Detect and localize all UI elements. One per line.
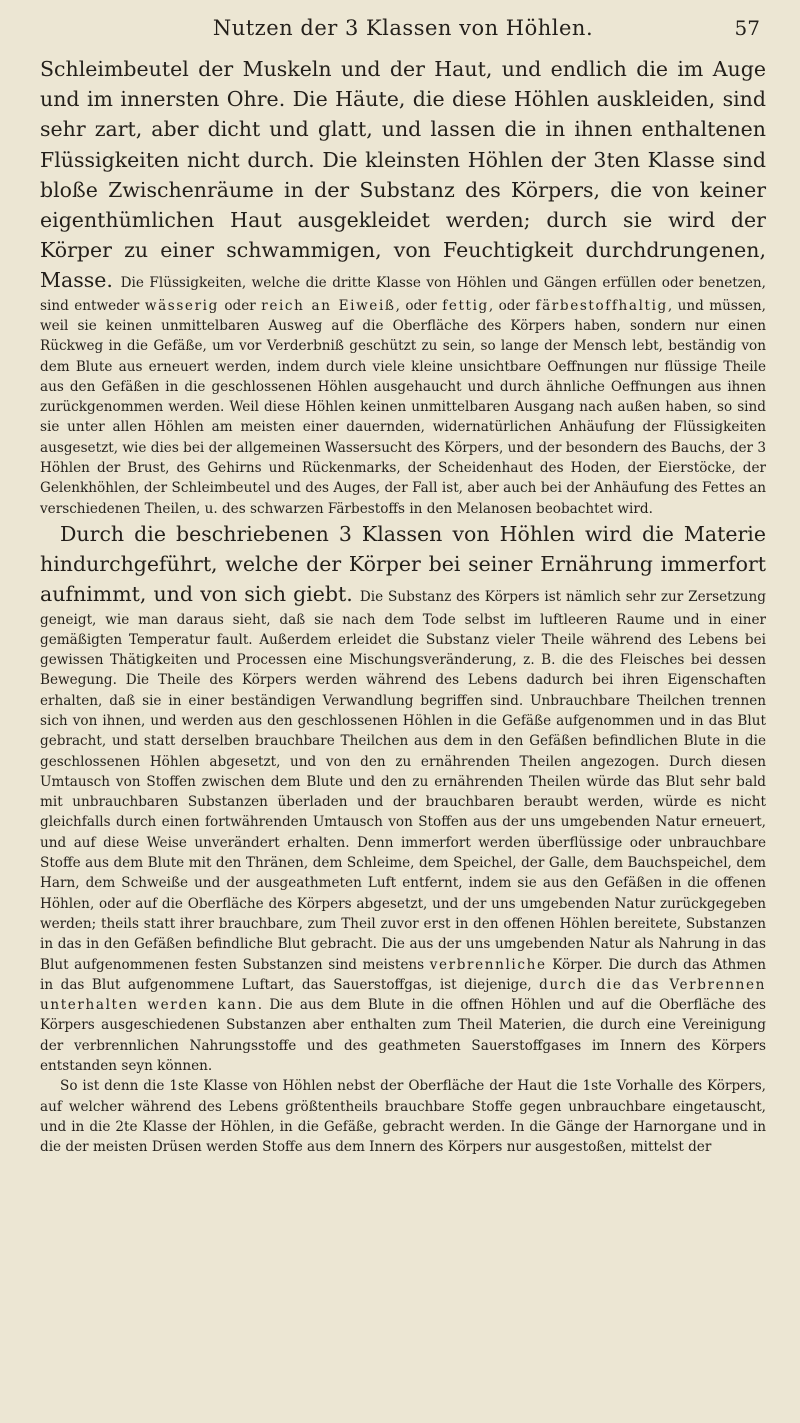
paragraph: [40, 54, 766, 519]
text-run: So ist denn die 1ste Klasse von Höhlen nebst der Oberfläche der Haut die 1ste Vorhalle des Körpers, auf welcher während des Lebens größtentheils brauchbare Stoffe gegen unbrauchbare eingetauscht, und in die 2te Klasse der Höhlen, in die Gefäße, gebracht werden. In die Gänge der Harnorgane und in die der meisten Drüsen werden Stoffe aus dem Innern des Körpers nur ausgestoßen, mittelst der: [40, 1078, 766, 1156]
text-run: , oder: [488, 297, 536, 314]
emphasis-run: reich an Eiweiß: [261, 297, 396, 314]
text-run: Schleimbeutel der Muskeln und der Haut, und endlich die im Auge und im innersten Ohre. Die Häute, die diese Höhlen auskleiden, sind sehr zart, aber dicht und glatt, und lassen die in ihnen enthaltenen Flüssigkeiten nicht durch. Die kleinsten Höhlen der 3ten Klasse sind bloße Zwischenräume in der Substanz des Körpers, die von keiner eigenthümlichen Haut ausgekleidet werden; durch sie wird der Körper zu einer schwammigen, von Feuchtigkeit durchdrungenen, Masse.: [40, 57, 766, 293]
page-number: 57: [734, 16, 760, 40]
emphasis-run: durch die das Verbrennen unterhalten werden kann: [40, 976, 766, 1014]
emphasis-run: fettig: [442, 297, 489, 314]
text-run: , oder: [395, 297, 443, 314]
emphasis-run: verbrennliche: [429, 956, 547, 973]
emphasis-run: färbestoffhaltig: [535, 297, 668, 314]
text-run: Die Flüssigkeiten, welche die dritte Klasse von Höhlen und Gängen erfüllen oder benetzen, sind entweder: [40, 275, 766, 314]
running-head: [40, 12, 766, 52]
paragraph: [40, 519, 766, 1076]
text-run: , und müssen, weil sie keinen unmittelbaren Ausweg auf die Oberfläche des Körpers haben, sondern nur einen Rückweg in die Gefäße, um vor Verderbniß geschützt zu sein, so lange der Mensch lebt, beständig von dem Blute aus erneuert werden, indem durch viele kleine unsichtbare Oeffnungen nur flüssige Theile aus den Gefäßen in die geschlossenen Höhlen ausgehaucht und durch ähnliche Oeffnungen aus ihnen zurückgenommen werden. Weil diese Höhlen keinen unmittelbaren Ausgang nach außen haben, so sind sie unter allen Höhlen am meisten einer dauernden, widernatürlichen Anhäufung der Flüssigkeiten ausgesetzt, wie dies bei der allgemeinen Wassersucht des Körpers, und der besondern des Bauchs, der 3 Höhlen der Brust, des Gehirns und Rückenmarks, der Scheidenhaut des Hoden, der Eierstöcke, der Gelenkhöhlen, der Schleimbeutel und des Auges, der Fall ist, aber auch bei der Anhäufung des Fettes an verschiedenen Theilen, u. des schwarzen Färbestoffs in den Melanosen beobachtet wird.: [40, 297, 766, 517]
emphasis-run: wässerig: [144, 297, 219, 314]
running-title: Nutzen der 3 Klassen von Höhlen.: [212, 16, 594, 40]
text-run: . Die aus dem Blute in die offnen Höhlen und auf die Oberfläche des Körpers ausgeschiedenen Substanzen aber enthalten zum Theil Materien, die durch eine Vereinigung der verbrennlichen Nahrungsstoffe und des geathmeten Sauerstoffgases im Innern des Körpers entstanden seyn können.: [40, 997, 766, 1075]
body-text: [40, 54, 766, 1158]
text-run: oder: [218, 297, 262, 314]
text-run: Die Substanz des Körpers ist nämlich sehr zur Zersetzung geneigt, wie man daraus sieht, daß sie nach dem Tode selbst im luftleeren Raume und in einer gemäßigten Temperatur fault. Außerdem erleidet die Substanz vieler Theile während des Lebens bei gewissen Thätigkeiten und Processen eine Mischungsveränderung, z. B. die des Fleisches bei dessen Bewegung. Die Theile des Körpers werden während des Lebens dadurch bei ihren Eigenschaften erhalten, daß sie in einer beständigen Verwandlung begriffen sind. Unbrauchbare Theilchen trennen sich von ihnen, und werden aus den geschlossenen Höhlen in die Gefäße aufgenommen und in das Blut gebracht, und statt derselben brauchbare Theilchen aus dem in den Gefäßen befindlichen Blute in die geschlossenen Höhlen abgesetzt, und von den zu ernährenden Theilen angezogen. Durch diesen Umtausch von Stoffen zwischen dem Blute und den zu ernährenden Theilen würde das Blut sehr bald mit unbrauchbaren Substanzen überladen und der brauchbaren beraubt werden, würde es nicht gleichfalls durch einen fortwährenden Umtausch von Stoffen aus der uns umgebenden Natur erneuert, und auf diese Weise unverändert erhalten. Denn immerfort werden überflüssige oder unbrauchbare Stoffe aus dem Blute mit den Thränen, dem Schleime, dem Speichel, der Galle, dem Bauchspeichel, dem Harn, dem Schweiße und der ausgeathmeten Luft entfernt, indem sie aus den Gefäßen in die offenen Höhlen, oder auf die Oberfläche des Körpers abgesetzt, und der uns umgebenden Natur zurückgegeben werden; theils statt ihrer brauchbare, zum Theil zuvor erst in den offenen Höhlen bereitete, Substanzen in das in den Gefäßen befindliche Blut gebracht. Die aus der uns umgebenden Natur als Nahrung in das Blut aufgenommenen festen Substanzen sind meistens: [40, 589, 767, 973]
text-run: Körper. Die durch das Athmen in das Blut aufgenommene Luftart, das Sauerstoffgas, ist diejenige,: [40, 956, 766, 993]
paragraph: [40, 1076, 766, 1157]
text-run: Durch die beschriebenen 3 Klassen von Höhlen wird die Materie hindurchgeführt, welche der Körper bei seiner Ernährung immerfort aufnimmt, und von sich giebt.: [40, 521, 766, 607]
